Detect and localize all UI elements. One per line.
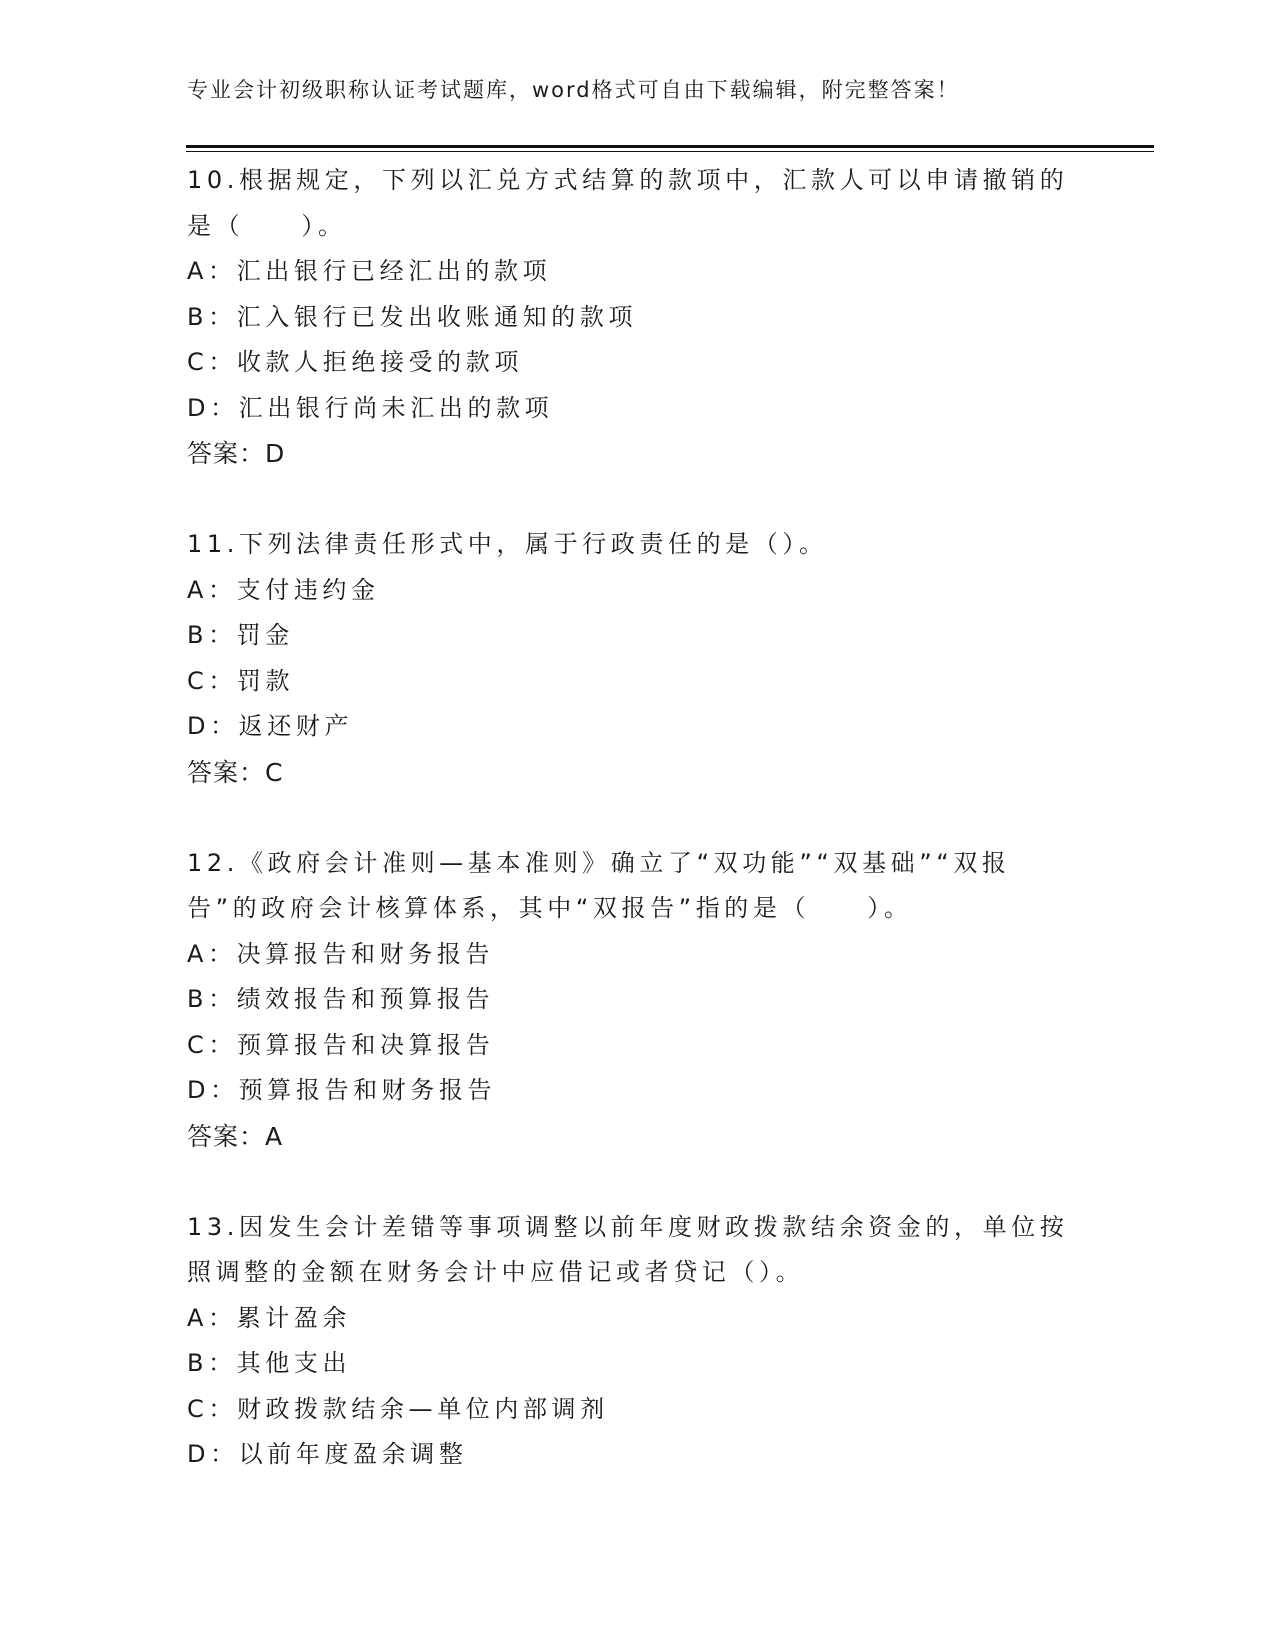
question-stem-line: 10.根据规定，下列以汇兑方式结算的款项中，汇款人可以申请撤销的 (187, 166, 1069, 194)
question-gap (187, 477, 1087, 523)
question-list (187, 158, 1087, 1478)
option-c: C：罚款 (187, 666, 295, 695)
question-stem-line: 12.《政府会计准则—基本准则》确立了“双功能”“双基础”“双报 (187, 848, 1011, 877)
question-12 (187, 841, 1087, 1160)
question-stem-line: 13.因发生会计差错等事项调整以前年度财政拨款结余资金的，单位按 (187, 1212, 1069, 1241)
option-b: B：绩效报告和预算报告 (187, 985, 495, 1013)
option-a: A：决算报告和财务报告 (187, 939, 495, 968)
option-d: D：预算报告和财务报告 (187, 1076, 497, 1104)
question-gap (187, 1159, 1087, 1205)
header-rule-thick (186, 145, 1154, 148)
option-c: C：财政拨款结余—单位内部调剂 (187, 1394, 609, 1423)
question-stem-line: 告”的政府会计核算体系，其中“双报告”指的是（ ）。 (187, 894, 913, 922)
option-a: A：支付违约金 (187, 575, 380, 604)
option-d: D：以前年度盈余调整 (187, 1440, 468, 1468)
question-11 (187, 522, 1087, 795)
question-stem-line: 11.下列法律责任形式中，属于行政责任的是（）。 (187, 530, 828, 558)
option-d: D：汇出银行尚未汇出的款项 (187, 393, 554, 422)
question-gap (187, 795, 1087, 841)
question-stem-line: 是（ ）。 (187, 211, 347, 240)
option-b: B：汇入银行已发出收账通知的款项 (187, 302, 638, 331)
option-b: B：其他支出 (187, 1349, 352, 1377)
question-10 (187, 158, 1087, 477)
option-a: A：汇出银行已经汇出的款项 (187, 257, 552, 285)
option-a: A：累计盈余 (187, 1303, 352, 1332)
answer-line: 答案：A (187, 1121, 284, 1151)
question-stem-line: 照调整的金额在财务会计中应借记或者贷记（）。 (187, 1258, 805, 1286)
answer-line: 答案：C (187, 757, 284, 787)
option-c: C：预算报告和决算报告 (187, 1030, 495, 1059)
answer-line: 答案：D (187, 439, 286, 468)
header-rule-thin (186, 151, 1154, 152)
option-b: B：罚金 (187, 621, 294, 649)
option-c: C：收款人拒绝接受的款项 (187, 348, 523, 376)
question-13 (187, 1205, 1087, 1478)
option-d: D：返还财产 (187, 712, 354, 740)
page-header: 专业会计初级职称认证考试题库，word格式可自由下载编辑，附完整答案！ (187, 78, 960, 102)
